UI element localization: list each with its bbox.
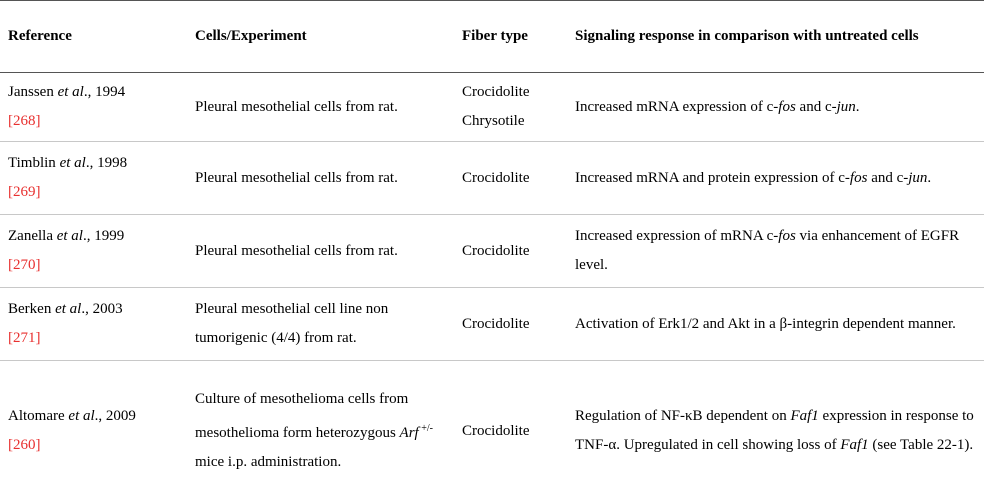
cells-experiment-cell: [187, 142, 454, 215]
response-part: Activation of Erk1/2 and Akt in a β-integrin dependent manner.: [575, 316, 956, 332]
response-part: and c-: [796, 99, 837, 115]
cells-part: Arf: [400, 425, 419, 441]
reference-cell: [0, 361, 187, 501]
table-row: [0, 288, 984, 361]
reference-number-link[interactable]: [269]: [8, 178, 187, 207]
reference-cell: [0, 215, 187, 288]
reference-citation: [8, 149, 187, 178]
reference-author: Altomare: [8, 408, 68, 424]
fiber-type: Crocidolite: [462, 237, 567, 266]
response-part: fos: [778, 228, 796, 244]
reference-citation: [8, 78, 187, 107]
cells-experiment-cell: [187, 361, 454, 501]
header-signaling-response: Signaling response in comparison with untreated cells: [567, 1, 984, 73]
reference-number-link[interactable]: [260]: [8, 431, 187, 460]
header-reference: Reference: [0, 1, 187, 73]
response-part: Increased mRNA expression of c-: [575, 99, 778, 115]
cells-text: Pleural mesothelial cells from rat.: [195, 243, 398, 259]
response-part: expression in response to TNF-α. Upregulated in cell showing loss of: [575, 408, 974, 453]
cells-experiment-cell: [187, 73, 454, 142]
cells-text: Pleural mesothelial cells from rat.: [195, 170, 398, 186]
fiber-type-cell: [454, 361, 567, 501]
header-cells-experiment: Cells/Experiment: [187, 1, 454, 73]
reference-cell: [0, 288, 187, 361]
reference-number-link[interactable]: [270]: [8, 251, 187, 280]
reference-author: Timblin: [8, 155, 60, 171]
table-row: [0, 215, 984, 288]
fiber-type: Crocidolite: [462, 310, 567, 339]
reference-year: ., 1999: [83, 228, 124, 244]
fiber-type: Crocidolite: [462, 417, 567, 446]
header-fiber-type: Fiber type: [454, 1, 567, 73]
response-part: Increased mRNA and protein expression of c-: [575, 170, 850, 186]
reference-etal: et al: [55, 301, 81, 317]
fiber-type-cell: [454, 215, 567, 288]
reference-etal: et al: [68, 408, 94, 424]
cells-part: +/-: [419, 423, 433, 434]
table-row: [0, 361, 984, 501]
reference-year: ., 1994: [84, 84, 125, 100]
table-row: [0, 73, 984, 142]
fiber-type-cell: [454, 142, 567, 215]
response-part: fos: [850, 170, 868, 186]
response-part: (see Table 22-1).: [869, 437, 973, 453]
reference-year: ., 1998: [86, 155, 127, 171]
reference-etal: et al: [60, 155, 86, 171]
signaling-response-cell: [567, 288, 984, 361]
reference-cell: [0, 73, 187, 142]
response-part: Faf1: [840, 437, 868, 453]
cells-text: Pleural mesothelial cell line non tumorigenic (4/4) from rat.: [195, 301, 388, 346]
fiber-type-cell: [454, 288, 567, 361]
cells-part: Culture of mesothelioma cells from mesothelioma form heterozygous: [195, 391, 408, 441]
reference-year: ., 2009: [95, 408, 136, 424]
reference-number-link[interactable]: [268]: [8, 107, 187, 136]
response-part: Increased expression of mRNA c-: [575, 228, 778, 244]
fiber-type: Chrysotile: [462, 107, 567, 136]
signaling-response-cell: [567, 215, 984, 288]
cells-experiment-cell: [187, 215, 454, 288]
response-part: jun: [908, 170, 927, 186]
fiber-type: Crocidolite: [462, 78, 567, 107]
response-part: .: [927, 170, 931, 186]
fiber-type: Crocidolite: [462, 164, 567, 193]
reference-citation: [8, 402, 187, 431]
reference-author: Zanella: [8, 228, 57, 244]
table-header-row: [0, 1, 984, 73]
reference-cell: [0, 142, 187, 215]
response-part: fos: [778, 99, 796, 115]
cells-experiment-cell: [187, 288, 454, 361]
response-part: Regulation of NF-κB dependent on: [575, 408, 790, 424]
fiber-type-cell: [454, 73, 567, 142]
table-row: [0, 142, 984, 215]
response-part: Faf1: [790, 408, 818, 424]
response-part: .: [856, 99, 860, 115]
response-part: and c-: [867, 170, 908, 186]
reference-author: Berken: [8, 301, 55, 317]
signaling-response-cell: [567, 142, 984, 215]
cells-part: mice i.p. administration.: [195, 454, 341, 470]
reference-etal: et al: [57, 228, 83, 244]
signaling-response-cell: [567, 73, 984, 142]
reference-year: ., 2003: [81, 301, 122, 317]
cells-text: Pleural mesothelial cells from rat.: [195, 99, 398, 115]
response-part: via enhancement of EGFR level.: [575, 228, 959, 273]
reference-etal: et al: [58, 84, 84, 100]
signaling-response-cell: [567, 361, 984, 501]
reference-author: Janssen: [8, 84, 58, 100]
reference-citation: [8, 222, 187, 251]
reference-citation: [8, 295, 187, 324]
reference-number-link[interactable]: [271]: [8, 324, 187, 353]
response-part: jun: [837, 99, 856, 115]
